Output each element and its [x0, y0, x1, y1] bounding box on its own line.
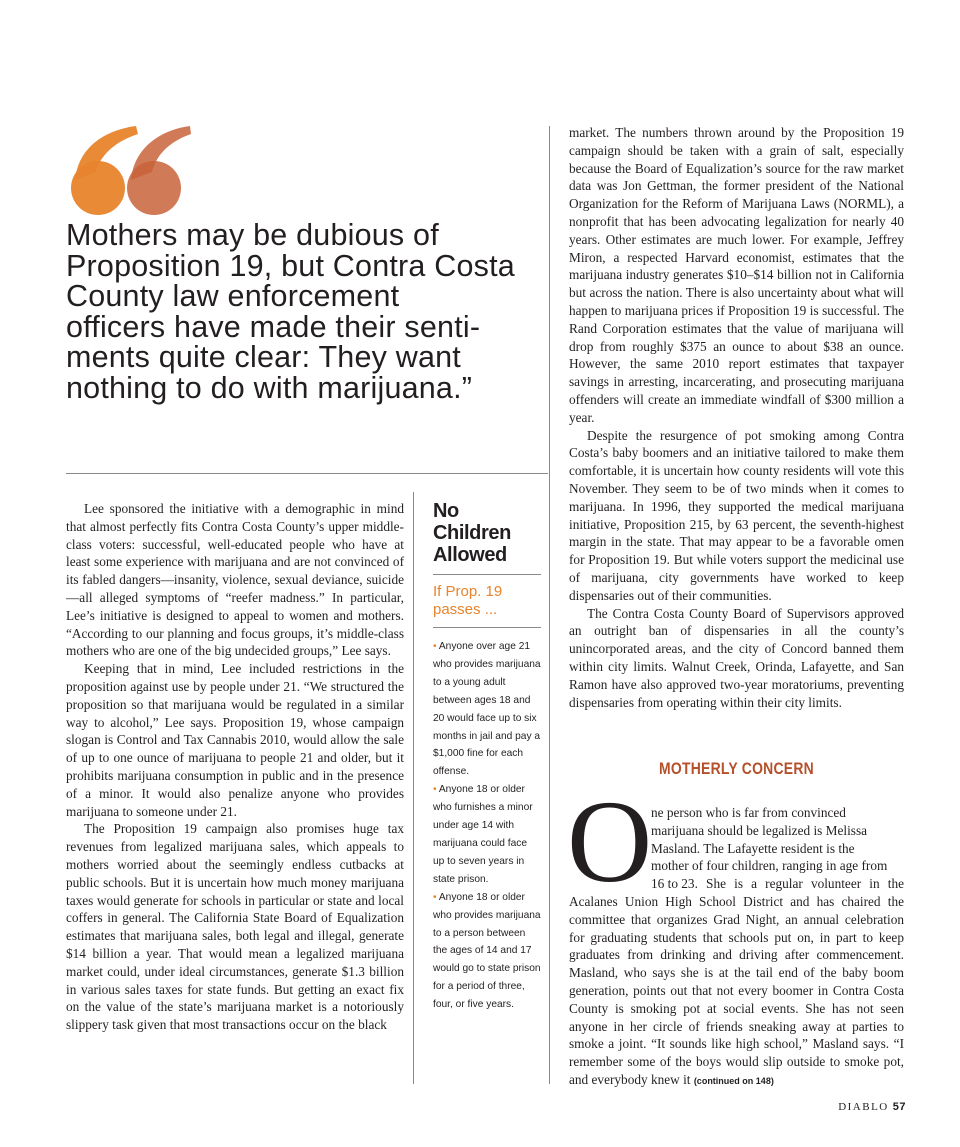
sidebar-subtitle [433, 583, 541, 619]
pull-quote-line: officers have made their senti- [66, 309, 481, 344]
dropcap-line: Masland. The Lafayette resident is the [651, 840, 855, 856]
paragraph-continuation: She is a regular volunteer in the Acalanes Union High School District and has chaired the committee that organizes Grad Night, an annual celebration for graduating students that schools put on, in part to keep graduates from drinking and driving after commencement. Masland, who says she is at the tail end of the baby boom generation, points out that not every boomer in Contra Costa County is smoking pot at social events. She has not seen anyone in her circle of friends sneaking away at parties to smoke a joint. “It sounds like high school,” Masland says. “I remember some of the boys would slip outside to smoke pot, and everybody knew it [569, 876, 904, 1087]
continued-link: (continued on 148) [693, 1075, 774, 1086]
body-paragraph: The Contra Costa County Board of Supervisors approved an outright ban of dispensaries in all the county’s unincorporated areas, and the city of Concord banned them within city limits. Walnut Creek, Orinda, Lafayette, and San Ramon have also approved two-year moratoriums, preventing dispensaries from operating within their city limits. [569, 605, 904, 710]
quotation-mark-icon [66, 120, 192, 216]
column-divider [549, 126, 550, 1084]
sidebar-box [433, 500, 541, 1014]
list-item [433, 889, 541, 1014]
sidebar-rule [433, 627, 541, 628]
pull-quote-line: Mothers may be dubious of [66, 218, 439, 252]
list-item-text: Anyone over age 21 who provides marijuana to a young adult between ages 18 and 20 would face up to six months in jail and pay a $1,000 fine for each offense. [433, 641, 541, 778]
bullet-icon: • [433, 891, 437, 903]
sidebar-list [433, 638, 541, 1014]
body-column-right [569, 124, 904, 711]
section-heading: MOTHERLY CONCERN [659, 759, 814, 778]
body-column-left [66, 500, 404, 1034]
sidebar-rule [433, 574, 541, 575]
list-item-text: Anyone 18 or older who provides marijuana to a person between the ages of 14 and 17 would go to state prison for a period of three, four, or five years. [433, 891, 541, 1011]
pull-quote-line: Proposition 19, but Contra Costa [66, 248, 515, 283]
column-divider [413, 492, 414, 1084]
body-paragraph [569, 804, 904, 1091]
sidebar-title-line: Children [433, 522, 511, 544]
dropcap-line [569, 876, 904, 1087]
pull-quote-line: ments quite clear: They want [66, 340, 461, 374]
list-item [433, 781, 541, 888]
folio [838, 1101, 906, 1113]
dropcap-line: marijuana should be legalized is Melissa [651, 822, 868, 838]
sidebar-subtitle-line: If Prop. 19 [433, 583, 503, 600]
magazine-name: DIABLO [838, 1101, 889, 1113]
dropcap-line: ne person who is far from convinced [651, 805, 846, 820]
bullet-icon: • [433, 641, 437, 652]
horizontal-divider [66, 473, 548, 474]
sidebar-subtitle-line: passes ... [433, 601, 498, 618]
body-paragraph: The Proposition 19 campaign also promises huge tax revenues from legalized marijuana sales, which appeals to mothers worried about the seemingly endless cutbacks at public schools. But it is uncertain how much money marijuana taxes would generate for schools in particular or state and local coffers in general. The California State Board of Equalization estimates that marijuana sales, both legal and illegal, generate $14 billion a year. That would mean a legalized marijuana market could, under ideal circumstances, generate $1.3 billion in various sales taxes for state funds. But getting an exact fix on the value of the state’s marijuana market is a notoriously slippery task given that most transactions occur on the black [66, 821, 404, 1033]
quote-mark-dot [71, 161, 125, 215]
dropcap-line: mother of four children, ranging in age from [651, 858, 888, 874]
bullet-icon: • [433, 784, 437, 796]
drop-cap: O [567, 776, 653, 907]
list-item-text: Anyone 18 or older who furnishes a minor under age 14 with marijuana could face up to seven years in state prison. [433, 784, 533, 885]
quote-mark-dot [127, 161, 181, 215]
body-paragraph: Lee sponsored the initiative with a demographic in mind that almost perfectly fits Contra Costa County’s upper middle-class voters: successful, well-educated people who have at least some experience with marijuana and are not convinced of its fabled dangers—insanity, violence, sexual deviance, suicide—all alleged symptoms of “reefer madness.” In particular, Lee’s initiative is designed to appeal to women and mothers. “According to our planning and focus groups, it’s middle-class mothers who are one of the big undecided groups,” Lee says. [66, 501, 404, 659]
body-paragraph: market. The numbers thrown around by the Proposition 19 campaign should be taken with a grain of salt, especially because the Board of Equalization’s source for the raw market data was Jon Gettman, the former president of the National Organization for the Reform of Marijuana Laws (NORML), a nonprofit that has been advocating legalization for nearly 40 years. Other estimates are much lower. For example, Jeffrey Miron, a respected Harvard economist, estimates that the marijuana industry generates $10–$14 billion not in California but across the nation. There is also uncertainty about what will happen to marijuana prices if Proposition 19 is successful. The Rand Corporation estimates that the value of marijuana will drop from roughly $375 an ounce to about $38 an ounce. However, the same 2010 report estimates that taxpayer savings in arresting, incarcerating, and prosecuting marijuana offenders will create an immediate windfall of $300 million a year. [569, 125, 904, 425]
page-number: 57 [892, 1101, 906, 1113]
sidebar-title-line: Allowed [433, 544, 507, 566]
pull-quote-line: nothing to do with marijuana.” [66, 370, 473, 405]
pull-quote [66, 220, 536, 403]
sidebar-title-line: No [433, 500, 459, 522]
body-column-right-section [569, 804, 904, 1091]
sidebar-title [433, 500, 541, 566]
dropcap-line-text: 16 to 23. [651, 876, 698, 892]
body-paragraph: Keeping that in mind, Lee included restrictions in the proposition against use by people under 21. “We structured the proposition so that marijuana would be regulated in a similar way to alcohol,” Lee says. Proposition 19, whose campaign slogan is Control and Tax Cannabis 2010, would allow the sale of up to one ounce of marijuana to people 21 and older, but it prohibits marijuana consumption in public and in the presence of a minor. It would also penalize anyone who provides marijuana to someone under 21. [66, 661, 404, 819]
body-paragraph: Despite the resurgence of pot smoking among Contra Costa’s baby boomers and an initiative tailored to make them comfortable, it is uncertain how county residents will vote this November. They seem to be of two minds when it comes to marijuana. In 1996, they supported the medical marijuana initiative, Proposition 215, by 63 percent, the seventh-highest margin in the state. That may appear to be a favorable omen for Proposition 19. But while voters support the medicinal use of marijuana, city governments have worked to keep dispensaries out of their communities. [569, 427, 904, 603]
pull-quote-line: County law enforcement [66, 279, 400, 313]
list-item [433, 638, 541, 781]
